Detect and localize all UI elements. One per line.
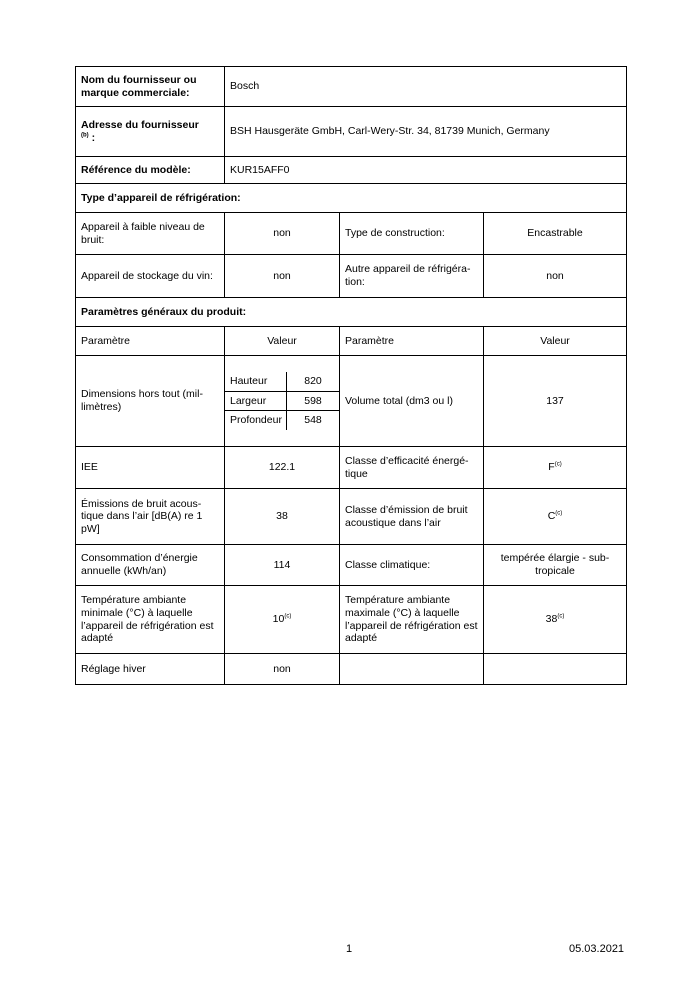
supplier-address-note: (b) xyxy=(81,132,89,138)
iee-label: IEE xyxy=(76,447,225,489)
construction-label: Type de construction: xyxy=(340,213,484,255)
consumption-label: Consommation d’énergie annuelle (kWh/an) xyxy=(76,545,225,586)
low-noise-value: non xyxy=(225,213,340,255)
energy-class-cell xyxy=(484,447,627,489)
temperature-row xyxy=(76,586,627,654)
noise-label: Émissions de bruit acous-tique dans l’air [dB(A) re 1 pW] xyxy=(76,489,225,545)
supplier-name-label: Nom du fournisseur ou marque commerciale: xyxy=(76,67,225,107)
params-heading-row xyxy=(76,298,627,327)
noise-row xyxy=(76,489,627,545)
supplier-address-label-cell xyxy=(76,107,225,157)
wine-storage-row xyxy=(76,255,627,298)
width-label: Largeur xyxy=(225,391,287,411)
appliance-type-heading-row xyxy=(76,184,627,213)
col-value-left: Valeur xyxy=(225,327,340,356)
depth-label: Profondeur xyxy=(225,411,287,430)
product-info-sheet xyxy=(75,66,627,685)
width-value: 598 xyxy=(287,391,340,411)
depth-value: 548 xyxy=(287,411,340,430)
height-label: Hauteur xyxy=(230,375,268,388)
footer-date: 05.03.2021 xyxy=(569,943,625,955)
iee-row xyxy=(76,447,627,489)
empty-cell-right xyxy=(484,654,627,685)
wine-storage-value: non xyxy=(225,255,340,298)
params-header-row xyxy=(76,327,627,356)
model-value: KUR15AFF0 xyxy=(225,157,627,184)
noise-class-value: C xyxy=(547,510,556,523)
winter-value: non xyxy=(225,654,340,685)
min-temp-cell xyxy=(225,586,340,654)
max-temp-value: 38 xyxy=(545,613,558,626)
winter-row xyxy=(76,654,627,685)
other-appliance-label: Autre appareil de réfrigéra-tion: xyxy=(340,255,484,298)
model-row xyxy=(76,157,627,184)
max-temp-label: Température ambiante maximale (°C) à laquelle l’appareil de réfrigération est adapté xyxy=(340,586,484,654)
winter-label: Réglage hiver xyxy=(76,654,225,685)
model-label: Référence du modèle: xyxy=(76,157,225,184)
max-temp-cell xyxy=(484,586,627,654)
iee-value: 122.1 xyxy=(225,447,340,489)
col-param-right: Paramètre xyxy=(340,327,484,356)
appliance-type-heading: Type d’appareil de réfrigération: xyxy=(76,184,627,213)
supplier-name-value: Bosch xyxy=(225,67,627,107)
supplier-address-label: Adresse du fournisseur xyxy=(81,118,199,131)
min-temp-label: Température ambiante minimale (°C) à laquelle l’appareil de réfrigération est adapté xyxy=(76,586,225,654)
wine-storage-label: Appareil de stockage du vin: xyxy=(76,255,225,298)
col-value-right: Valeur xyxy=(484,327,627,356)
noise-class-cell xyxy=(484,489,627,545)
supplier-name-row xyxy=(76,67,627,107)
climate-value: tempérée élargie - sub-tropicale xyxy=(484,545,627,586)
low-noise-label: Appareil à faible niveau de bruit: xyxy=(76,213,225,255)
dimensions-row xyxy=(76,356,627,447)
construction-value: Encastrable xyxy=(484,213,627,255)
dimensions-table xyxy=(225,372,339,430)
volume-value: 137 xyxy=(484,356,627,447)
width-row xyxy=(225,391,339,411)
supplier-address-value: BSH Hausgeräte GmbH, Carl-Wery-Str. 34, 81739 Munich, Germany xyxy=(225,107,627,157)
energy-class-value: F xyxy=(548,461,555,474)
noise-class-label: Classe d’émission de bruit acoustique dans l’air xyxy=(340,489,484,545)
other-appliance-value: non xyxy=(484,255,627,298)
dimensions-values xyxy=(225,356,340,447)
min-temp-note: (c) xyxy=(284,613,292,620)
height-row xyxy=(225,372,339,391)
noise-class-note: (c) xyxy=(555,510,563,517)
max-temp-note: (c) xyxy=(557,613,565,620)
depth-row xyxy=(225,411,339,430)
page-number: 1 xyxy=(346,943,353,955)
consumption-value: 114 xyxy=(225,545,340,586)
supplier-address-row xyxy=(76,107,627,157)
consumption-row xyxy=(76,545,627,586)
volume-label: Volume total (dm3 ou l) xyxy=(340,356,484,447)
col-param-left: Paramètre xyxy=(76,327,225,356)
climate-label: Classe climatique: xyxy=(340,545,484,586)
noise-value: 38 xyxy=(225,489,340,545)
height-value: 820 xyxy=(287,372,340,391)
params-heading: Paramètres généraux du produit: xyxy=(76,298,627,327)
dimensions-label: Dimensions hors tout (mil-limètres) xyxy=(76,356,225,447)
supplier-address-colon: : xyxy=(91,131,96,144)
low-noise-row xyxy=(76,213,627,255)
min-temp-value: 10 xyxy=(272,613,285,626)
energy-class-note: (c) xyxy=(554,461,562,468)
empty-cell-left xyxy=(340,654,484,685)
energy-class-label: Classe d’efficacité énergé-tique xyxy=(340,447,484,489)
